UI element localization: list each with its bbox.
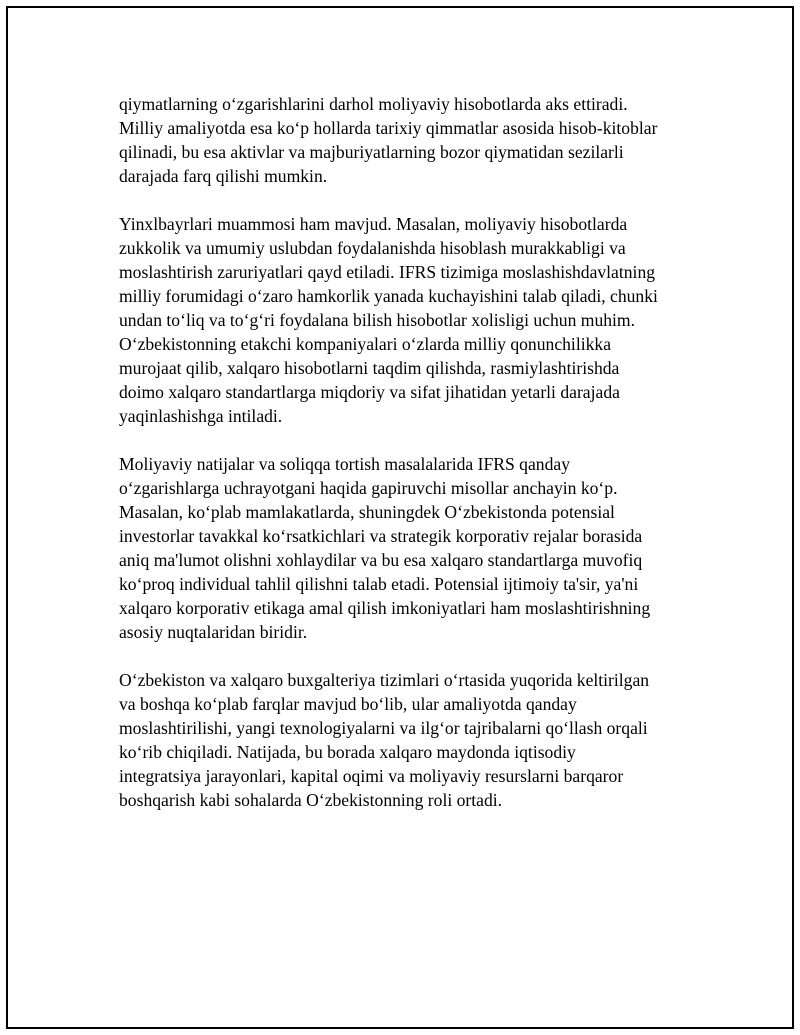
text-line: boshqarish kabi sohalarda O‘zbekistonning roli ortadi.	[119, 790, 503, 810]
text-line: integratsiya jarayonlari, kapital oqimi va moliyaviy resurslarni barqaror	[119, 766, 624, 786]
paragraph-4	[119, 668, 699, 812]
text-line: qiymatlarning o‘zgarishlarini darhol moliyaviy hisobotlarda aks ettiradi.	[119, 94, 628, 114]
paragraph-3	[119, 452, 699, 644]
text-line: milliy forumidagi o‘zaro hamkorlik yanada kuchayishini talab qiladi, chunki	[119, 286, 658, 306]
text-line: O‘zbekiston va xalqaro buxgalteriya tizimlari o‘rtasida yuqorida keltirilgan	[119, 670, 650, 690]
text-line: moslashtirish zaruriyatlari qayd etiladi. IFRS tizimiga moslashishdavlatning	[119, 262, 656, 282]
text-line: doimo xalqaro standartlarga miqdoriy va sifat jihatidan yetarli darajada	[119, 382, 620, 402]
text-line: yaqinlashishga intiladi.	[119, 406, 283, 426]
paragraph-1	[119, 92, 699, 188]
document-body	[119, 92, 699, 836]
text-line: murojaat qilib, xalqaro hisobotlarni taqdim qilishda, rasmiylashtirishda	[119, 358, 620, 378]
text-line: undan to‘liq va to‘g‘ri foydalana bilish hisobotlar xolisligi uchun muhim.	[119, 310, 636, 330]
text-line: moslashtirilishi, yangi texnologiyalarni va ilg‘or tajribalarni qo‘llash orqali	[119, 718, 648, 738]
text-line: Moliyaviy natijalar va soliqqa tortish masalalarida IFRS qanday	[119, 454, 570, 474]
text-line: asosiy nuqtalaridan biridir.	[119, 622, 308, 642]
paragraph-2	[119, 212, 699, 428]
text-line: qilinadi, bu esa aktivlar va majburiyatlarning bozor qiymatidan sezilarli	[119, 142, 624, 162]
text-line: investorlar tavakkal ko‘rsatkichlari va strategik korporativ rejalar borasida	[119, 526, 643, 546]
text-line: Yinxlbayrlari muammosi ham mavjud. Masalan, moliyaviy hisobotlarda	[119, 214, 628, 234]
text-line: zukkolik va umumiy uslubdan foydalanishda hisoblash murakkabligi va	[119, 238, 626, 258]
text-line: Masalan, ko‘plab mamlakatlarda, shuningdek O‘zbekistonda potensial	[119, 502, 615, 522]
text-line: xalqaro korporativ etikaga amal qilish imkoniyatlari ham moslashtirishning	[119, 598, 651, 618]
text-line: Milliy amaliyotda esa ko‘p hollarda tarixiy qimmatlar asosida hisob-kitoblar	[119, 118, 658, 138]
text-line: darajada farq qilishi mumkin.	[119, 166, 328, 186]
text-line: ko‘proq individual tahlil qilishni talab etadi. Potensial ijtimoiy ta'sir, ya'ni	[119, 574, 639, 594]
text-line: ko‘rib chiqiladi. Natijada, bu borada xalqaro maydonda iqtisodiy	[119, 742, 576, 762]
text-line: aniq ma'lumot olishni xohlaydilar va bu esa xalqaro standartlarga muvofiq	[119, 550, 643, 570]
text-line: o‘zgarishlarga uchrayotgani haqida gapiruvchi misollar anchayin ko‘p.	[119, 478, 618, 498]
text-line: O‘zbekistonning etakchi kompaniyalari o‘zlarda milliy qonunchilikka	[119, 334, 611, 354]
text-line: va boshqa ko‘plab farqlar mavjud bo‘lib, ular amaliyotda qanday	[119, 694, 577, 714]
